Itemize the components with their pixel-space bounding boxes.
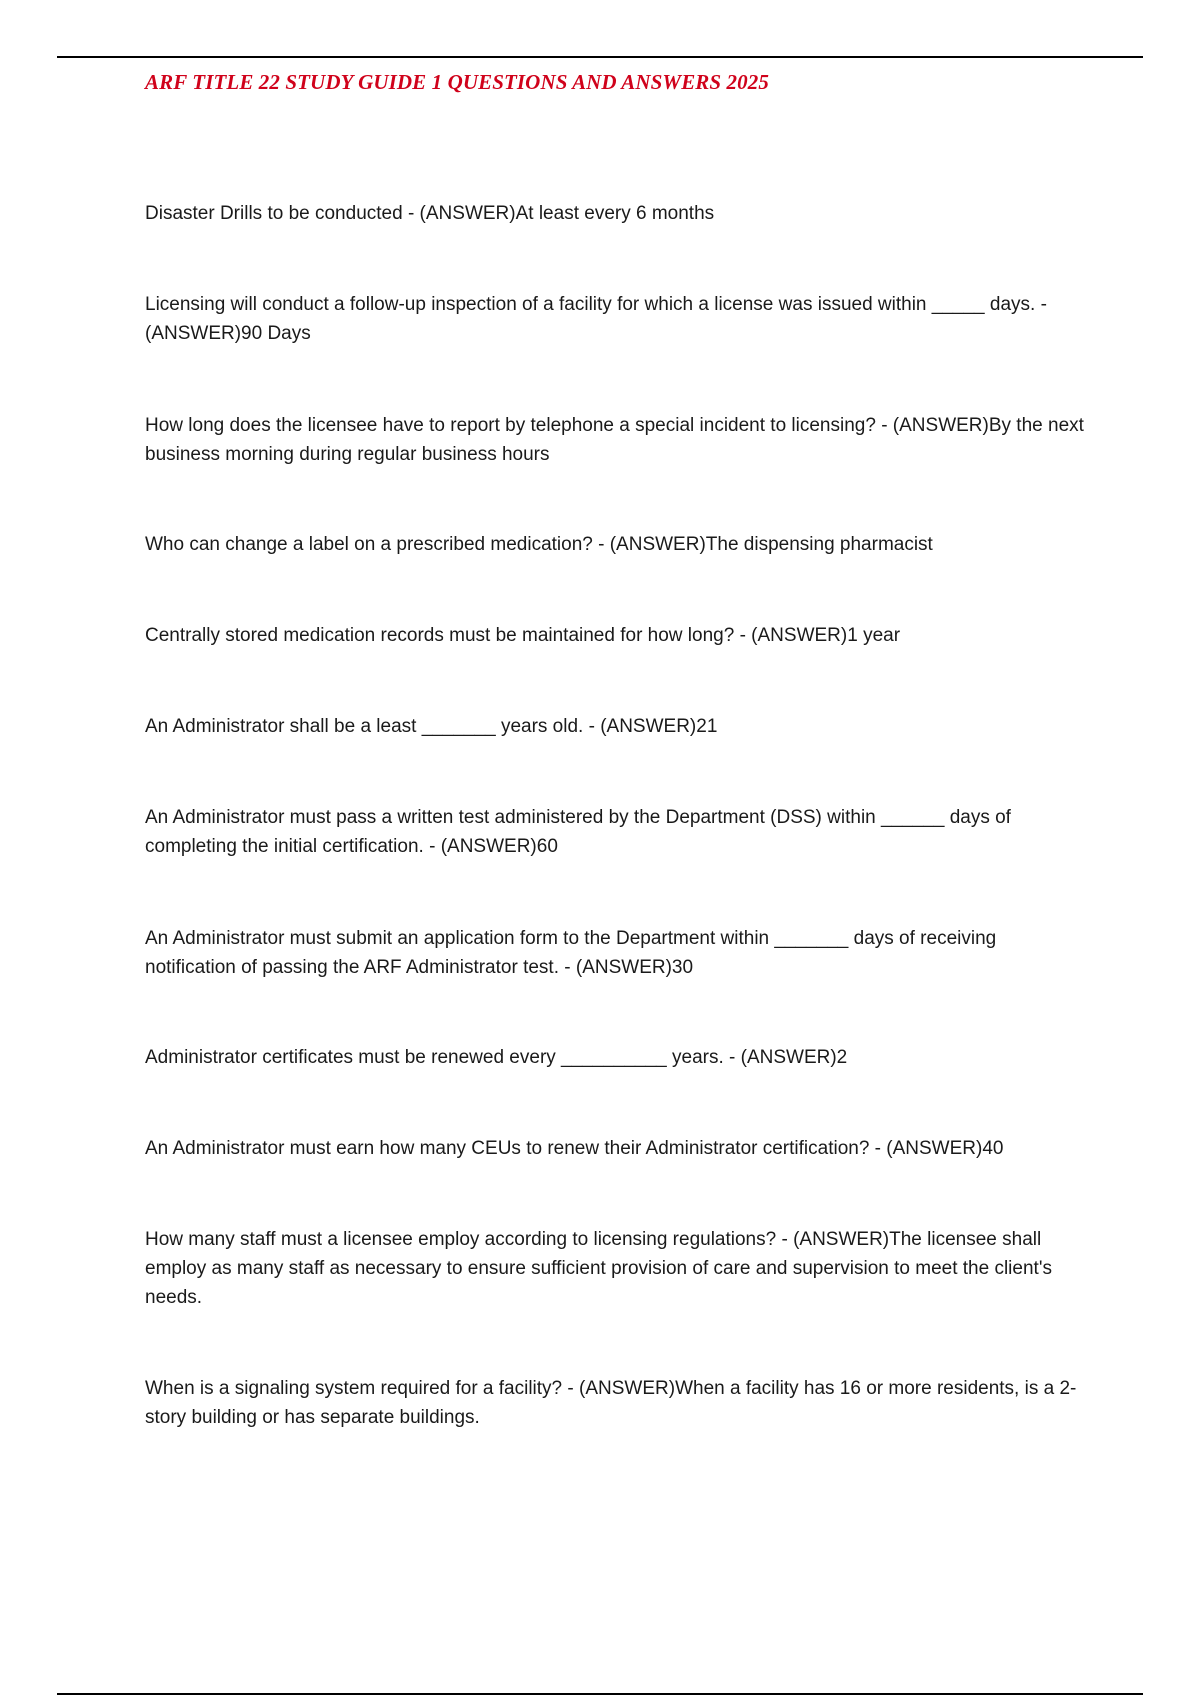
qa-item [145, 199, 1090, 228]
answer-text: - (ANSWER)When a facility has 16 or more residents, is a 2-story building or has separate buildings. [145, 1378, 1077, 1428]
qa-item [145, 1225, 1090, 1312]
qa-item [145, 290, 1090, 348]
answer-text: - (ANSWER)40 [869, 1138, 1004, 1159]
qa-item [145, 530, 1090, 559]
question-text: Who can change a label on a prescribed medication? [145, 534, 593, 555]
answer-text: - (ANSWER)30 [558, 957, 694, 978]
qa-item [145, 924, 1090, 982]
question-text: When is a signaling system required for a facility? [145, 1378, 563, 1399]
top-rule [57, 56, 1143, 58]
question-text: Administrator certificates must be renewed every __________ years. [145, 1047, 724, 1068]
question-text: An Administrator must submit an application form to the Department within _______ days of receiving notification of passing the ARF Administrator test. [145, 928, 997, 978]
question-text: An Administrator must pass a written test administered by the Department (DSS) within ______ days of completing the initial certification. [145, 807, 1011, 857]
question-text: Licensing will conduct a follow-up inspection of a facility for which a license was issued within _____ days. [145, 294, 1036, 315]
answer-text: - (ANSWER)90 Days [145, 294, 1047, 344]
qa-item [145, 712, 1090, 741]
answer-text: - (ANSWER)By the next business morning during regular business hours [145, 415, 1084, 465]
answer-text: - (ANSWER)60 [423, 836, 558, 857]
answer-text: - (ANSWER)The licensee shall employ as many staff as necessary to ensure sufficient provision of care and supervision to meet the client's needs. [145, 1229, 1052, 1308]
qa-item [145, 803, 1090, 861]
qa-item [145, 1043, 1090, 1072]
answer-text: - (ANSWER)The dispensing pharmacist [592, 534, 933, 555]
question-text: Centrally stored medication records must be maintained for how long? [145, 625, 735, 646]
question-text: An Administrator must earn how many CEUs to renew their Administrator certification? [145, 1138, 870, 1159]
qa-item [145, 1134, 1090, 1163]
answer-text: - (ANSWER)1 year [734, 625, 901, 646]
answer-text: - (ANSWER)2 [723, 1047, 848, 1068]
answer-text: - (ANSWER)At least every 6 months [402, 203, 715, 224]
question-text: How many staff must a licensee employ according to licensing regulations? [145, 1229, 777, 1250]
document-title: ARF TITLE 22 STUDY GUIDE 1 QUESTIONS AND ANSWERS 2025 [145, 70, 769, 94]
question-text: An Administrator shall be a least _______ years old. [145, 716, 584, 737]
qa-item [145, 621, 1090, 650]
qa-item [145, 1374, 1090, 1432]
question-text: Disaster Drills to be conducted [145, 203, 403, 224]
bottom-rule [57, 1693, 1143, 1695]
answer-text: - (ANSWER)21 [583, 716, 718, 737]
qa-item [145, 411, 1090, 469]
question-text: How long does the licensee have to report by telephone a special incident to licensing? [145, 415, 876, 436]
